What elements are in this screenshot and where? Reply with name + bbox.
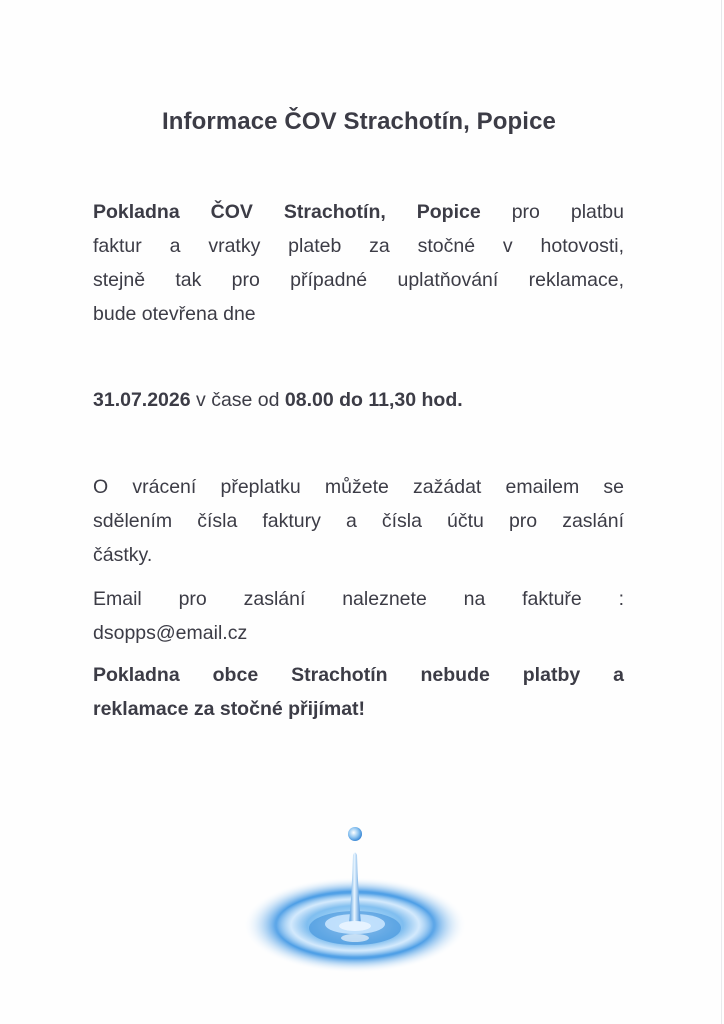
schedule-date: 31.07.2026: [93, 389, 191, 411]
paragraph-line: stejně tak pro případné uplatňování reklamace,: [93, 269, 624, 291]
email-address: dsopps@email.cz: [93, 622, 248, 644]
paragraph-text: pro platbu: [480, 201, 624, 223]
water-drop-icon: [240, 820, 470, 980]
paragraph-notice: [93, 658, 624, 726]
paragraph-line: Pokladna obce Strachotín nebude platby a: [93, 664, 624, 686]
paragraph-cashdesk-info: [93, 195, 624, 331]
scan-edge: [721, 0, 722, 1024]
paragraph-line: O vrácení přeplatku můžete zažádat emailem se: [93, 476, 624, 498]
document-title: Informace ČOV Strachotín, Popice: [162, 108, 556, 135]
paragraph-line: [93, 195, 624, 229]
paragraph-line: částky.: [93, 544, 153, 566]
schedule-line: [93, 383, 624, 417]
paragraph-line: sdělením čísla faktury a čísla účtu pro zaslání: [93, 510, 624, 532]
schedule-mid-text: v čase od: [190, 389, 285, 411]
paragraph-line: Email pro zaslání naleznete na faktuře :: [93, 588, 624, 610]
paragraph-refund: [93, 470, 624, 572]
cashdesk-name: Pokladna ČOV Strachotín, Popice: [93, 201, 481, 223]
paragraph-email: [93, 582, 624, 650]
paragraph-line: faktur a vratky plateb za stočné v hotovosti,: [93, 235, 624, 257]
paragraph-line: bude otevřena dne: [93, 303, 256, 325]
schedule-time: 08.00 do 11,30 hod.: [284, 389, 463, 411]
paragraph-line: reklamace za stočné přijímat!: [93, 698, 366, 720]
